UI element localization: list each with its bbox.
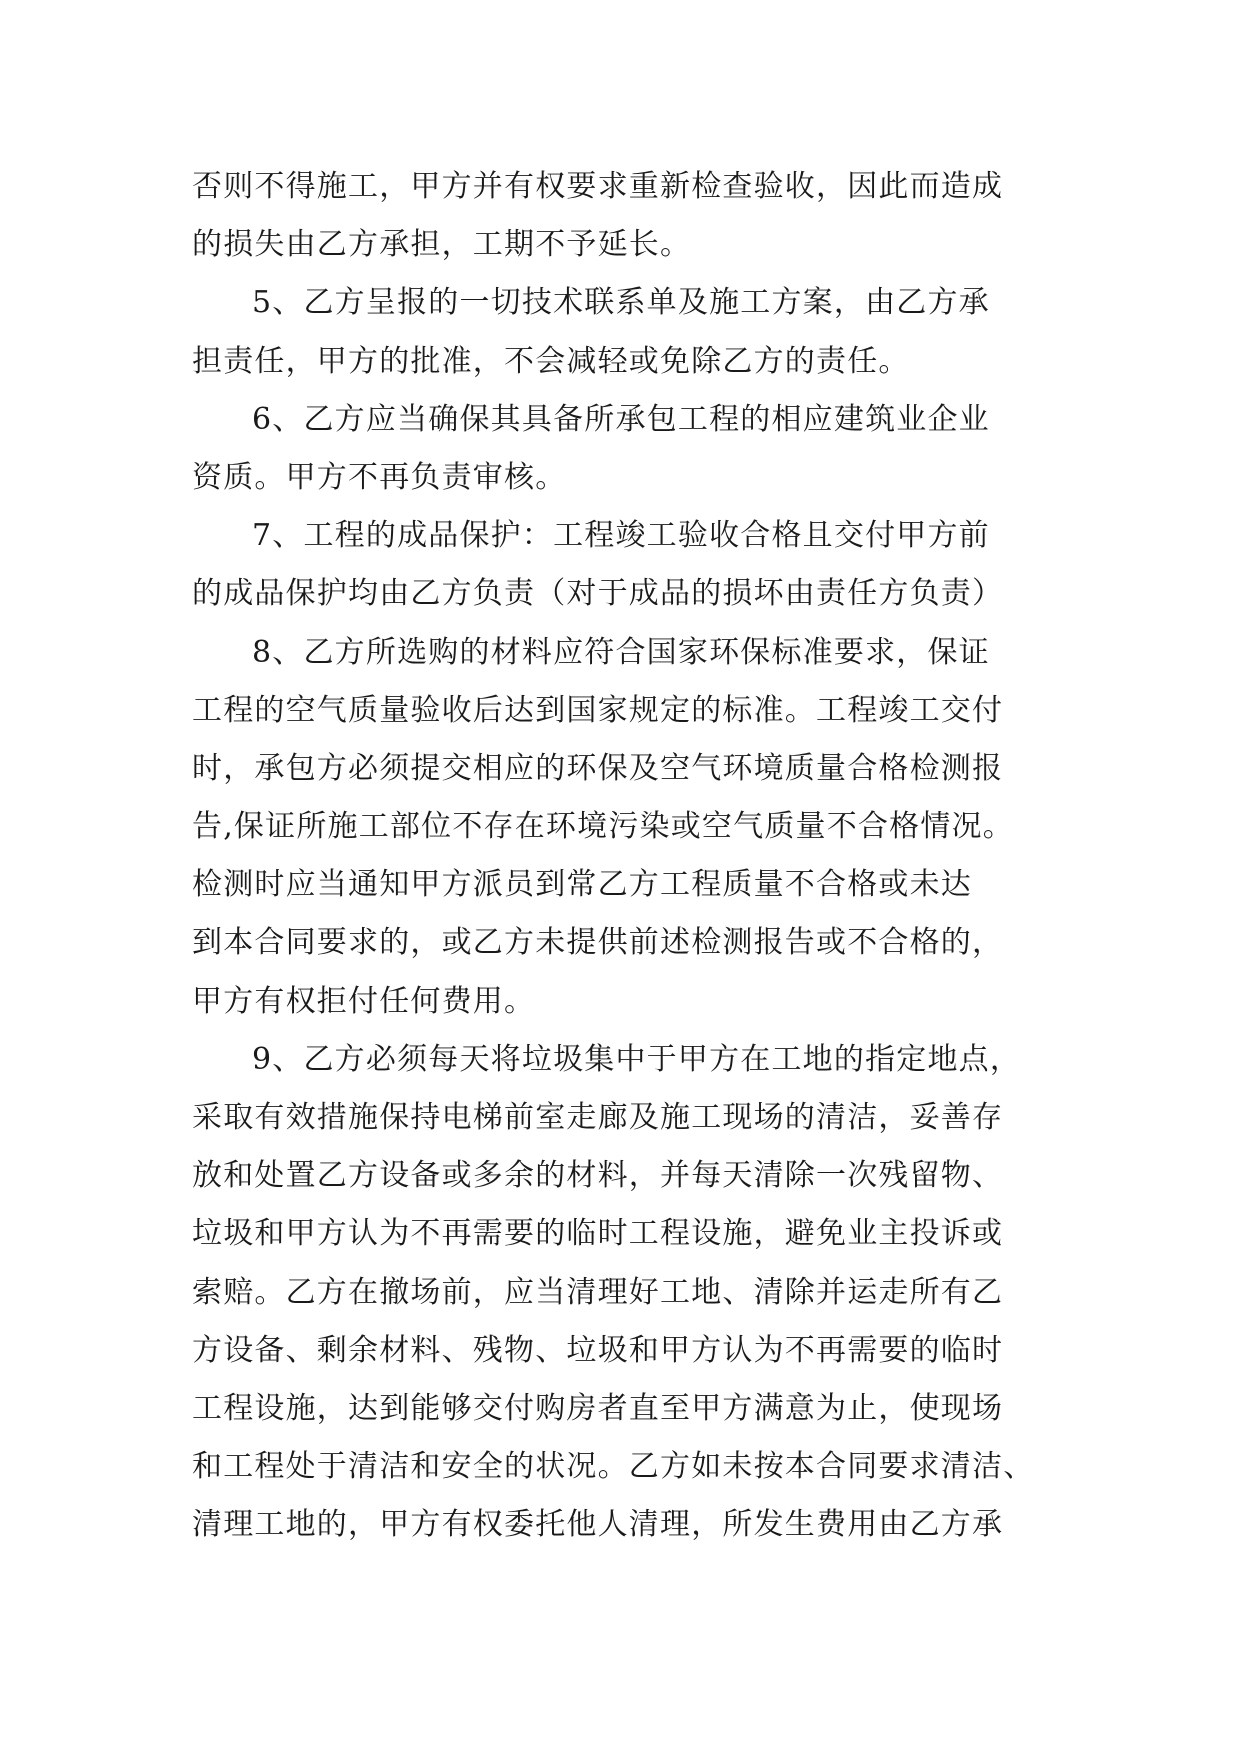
text-line: 告,保证所施工部位不存在环境污染或空气质量不合格情况。 — [192, 809, 1014, 845]
text-line: 方设备、剩余材料、残物、垃圾和甲方认为不再需要的临时 — [192, 1332, 1004, 1368]
text-line: 放和处置乙方设备或多余的材料，并每天清除一次残留物、 — [192, 1158, 1004, 1194]
text-line: 9、乙方必须每天将垃圾集中于甲方在工地的指定地点， — [252, 1041, 1022, 1077]
text-line: 否则不得施工，甲方并有权要求重新检查验收，因此而造成 — [192, 169, 1004, 204]
text-line: 5、乙方呈报的一切技术联系单及施工方案，由乙方承 — [252, 285, 990, 321]
text-line: 时，承包方必须提交相应的环保及空气环境质量合格检测报 — [192, 750, 1004, 786]
text-line: 担责任，甲方的批准，不会减轻或免除乙方的责任。 — [192, 343, 910, 379]
text-line: 的成品保护均由乙方负责（对于成品的损坏由责任方负责） — [192, 576, 1004, 612]
text-line: 的损失由乙方承担，工期不予延长。 — [192, 227, 692, 263]
text-line: 垃圾和甲方认为不再需要的临时工程设施，避免业主投诉或 — [192, 1216, 1004, 1252]
text-line: 索赔。乙方在撤场前，应当清理好工地、清除并运走所有乙 — [192, 1274, 1004, 1310]
text-line: 工程的空气质量验收后达到国家规定的标准。工程竣工交付 — [192, 692, 1004, 728]
text-line: 8、乙方所选购的材料应符合国家环保标准要求，保证 — [252, 634, 990, 670]
text-line: 检测时应当通知甲方派员到常乙方工程质量不合格或未达 — [192, 867, 972, 903]
text-line: 工程设施，达到能够交付购房者直至甲方满意为止，使现场 — [192, 1390, 1004, 1426]
text-line: 到本合同要求的，或乙方未提供前述检测报告或不合格的， — [192, 925, 1004, 961]
text-line: 资质。甲方不再负责审核。 — [192, 459, 567, 495]
text-line: 清理工地的，甲方有权委托他人清理，所发生费用由乙方承 — [192, 1507, 1004, 1543]
text-line: 7、工程的成品保护：工程竣工验收合格且交付甲方前 — [252, 518, 990, 554]
text-line: 采取有效措施保持电梯前室走廊及施工现场的清洁，妥善存 — [192, 1100, 1004, 1135]
text-line: 6、乙方应当确保其具备所承包工程的相应建筑业企业 — [252, 401, 990, 437]
text-line: 甲方有权拒付任何费用。 — [192, 983, 536, 1019]
document-body — [192, 158, 1052, 1555]
text-line: 和工程处于清洁和安全的状况。乙方如未按本合同要求清洁、 — [192, 1449, 1035, 1485]
